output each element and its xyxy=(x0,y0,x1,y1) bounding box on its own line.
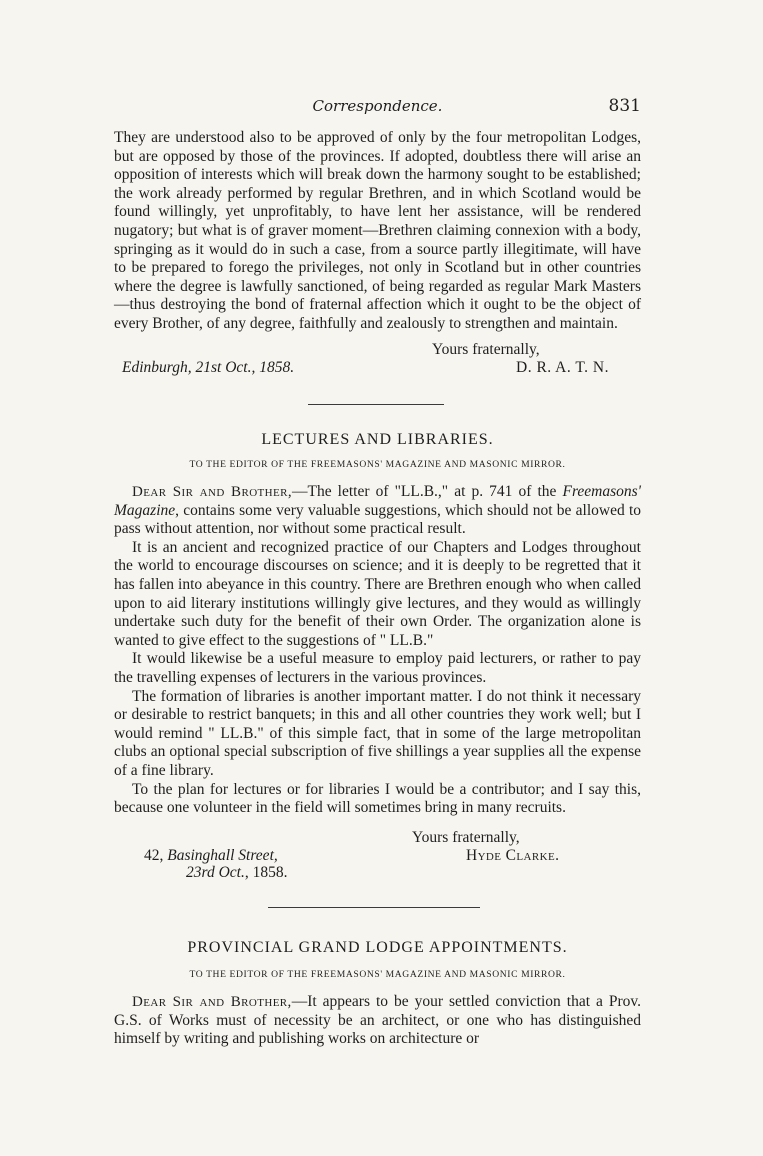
section3-salutation: Dear Sir and Brother, xyxy=(132,994,292,1010)
letter1-body xyxy=(114,129,641,334)
section2-p1-italic: Freemasons' Magazine xyxy=(114,483,641,519)
section2-address-number: 42, xyxy=(144,847,168,864)
section2-p1-b: , contains some very valuable suggestions, which should not be allowed to pass without attention, nor without some practical result. xyxy=(114,501,641,538)
running-title: Correspondence. xyxy=(312,97,443,115)
section2-p1-a: —The letter of "LL.B.," at p. 741 of the xyxy=(292,483,563,500)
section2-paragraph-2: It is an ancient and recognized practice of our Chapters and Lodges throughout the world to encourage discourses on science; and it is deeply to be regretted that it has fallen into abeyance in this country. There are Brethren enough who when called upon to aid literary institutions willingly give lectures, and they would as willingly undertake such duty for the benefit of their own Order. The organization alone is wanted to give effect to the suggestions of " LL.B." xyxy=(114,538,641,649)
section2-paragraph-3: It would likewise be a useful measure to employ paid lecturers, or rather to pay the travelling expenses of lecturers in the various provinces. xyxy=(114,650,641,686)
section2-date-year: , 1858. xyxy=(244,864,288,881)
section2-paragraph-4: The formation of libraries is another important matter. I do not think it necessary or desirable to restrict banquets; in this and all other countries they work well; but I would remind " LL.B." of this simple fact, that in some of the large metropolitan clubs an optional special subscription of five shillings a year supplies all the expense of a fine library. xyxy=(114,687,641,779)
section3-paragraph-1 xyxy=(114,993,641,1049)
section3-body xyxy=(114,993,641,1049)
page-number: 831 xyxy=(608,96,641,116)
section3-heading: PROVINCIAL GRAND LODGE APPOINTMENTS. xyxy=(187,939,568,956)
section2-heading: LECTURES AND LIBRARIES. xyxy=(261,431,494,448)
section2-paragraph-5: To the plan for lectures or for libraries I would be a contributor; and I say this, because one volunteer in the field will sometimes bring in many recruits. xyxy=(114,780,641,817)
section2-body xyxy=(114,483,641,818)
section-divider xyxy=(308,404,444,405)
section2-salutation: Dear Sir and Brother, xyxy=(132,484,293,500)
letter1-paragraph: They are understood also to be approved of only by the four metropolitan Lodges, but are opposed by those of the provinces. If adopted, doubtless there will arise an opposition of interests which will break down the harmony sought to be established; the work already performed by regular Brethren, and in which Scotland would be found willingly, yet unprofitably, to have lent her assistance, will be rendered nugatory; but what is of graver moment—Brethren claiming connexion with a body, springing as it would do in such a case, from a source partly illegitimate, will have to be prepared to forego the privileges, not only in Scotland but in other countries where the degree is lawfully sanctioned, of being regarded as regular Mark Masters—thus destroying the bond of fraternal affection which it ought to be the object of every Brother, of any degree, faithfully and zealously to strengthen and maintain. xyxy=(114,129,641,332)
section2-address-street: Basinghall Street, xyxy=(167,847,278,864)
section2-closing: Yours fraternally, xyxy=(412,829,520,846)
section-divider-2 xyxy=(268,907,480,908)
section2-address xyxy=(144,847,278,865)
section2-paragraph-1 xyxy=(114,483,641,539)
section2-signature: Hyde Clarke. xyxy=(466,847,560,864)
section2-date xyxy=(186,864,287,882)
section3-p1: —It appears to be your settled conviction that a Prov. G.S. of Works must of necessity be an architect, or one who has distinguished himself by writing and publishing works on architecture or xyxy=(114,993,641,1048)
section2-date-day: 23rd Oct. xyxy=(186,864,245,881)
section3-subheading: TO THE EDITOR OF THE FREEMASONS' MAGAZINE AND MASONIC MIRROR. xyxy=(189,969,566,980)
letter1-place-date: Edinburgh, 21st Oct., 1858. xyxy=(122,359,295,376)
running-head xyxy=(114,97,641,121)
letter1-closing: Yours fraternally, xyxy=(432,341,540,358)
letter1-signature: D. R. A. T. N. xyxy=(516,359,609,376)
section2-subheading: TO THE EDITOR OF THE FREEMASONS' MAGAZINE AND MASONIC MIRROR. xyxy=(189,459,566,470)
